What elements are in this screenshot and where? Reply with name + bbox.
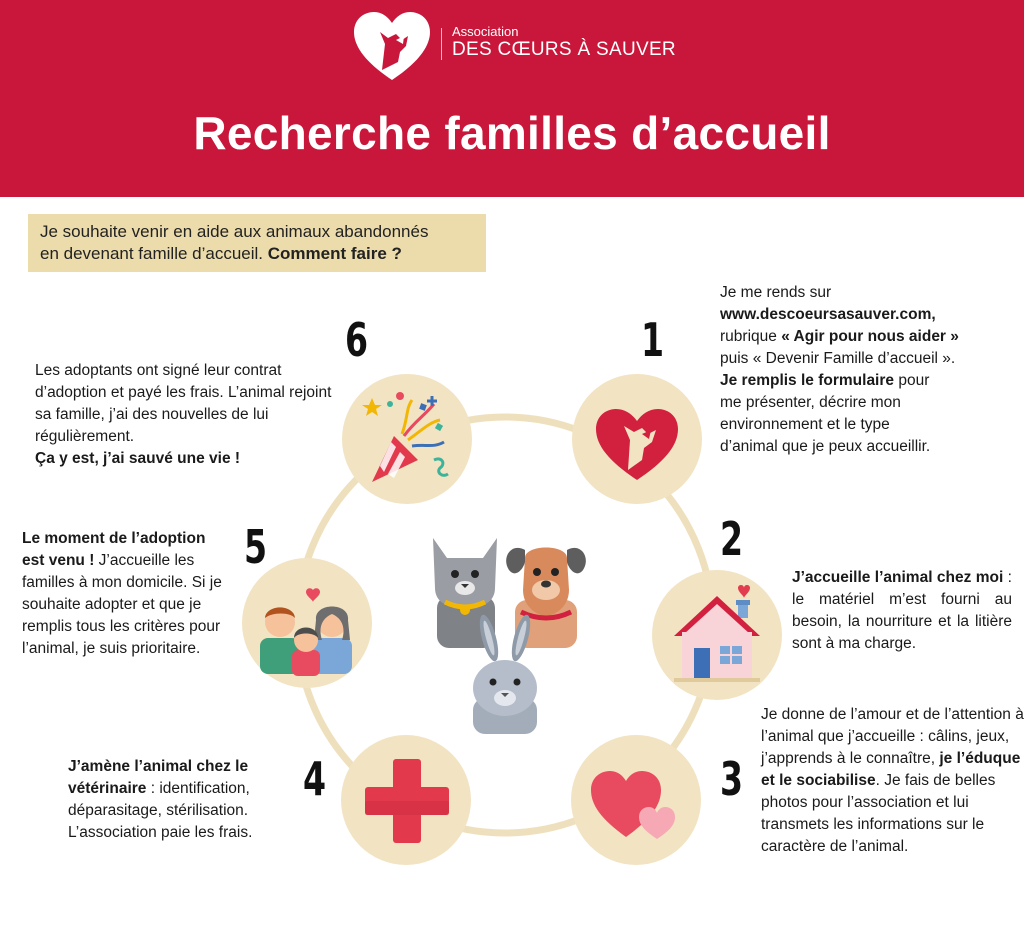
rabbit-icon bbox=[473, 613, 537, 734]
animals-illustration bbox=[425, 528, 600, 736]
heart-dog-logo-icon bbox=[572, 374, 702, 504]
step-2-text: J’accueille l’animal chez moi : le matériel m’est fourni au besoin, la nourriture et la litière sont à ma charge. bbox=[792, 569, 1012, 652]
hearts-icon bbox=[571, 735, 701, 865]
intro-line-2: en devenant famille d’accueil. bbox=[40, 244, 264, 263]
step-number-5: 5 bbox=[244, 520, 268, 574]
family-icon bbox=[242, 558, 372, 688]
step-4-circle bbox=[341, 735, 471, 865]
intro-question: Comment faire ? bbox=[267, 244, 402, 263]
step-5-text: Le moment de l’adoption est venu ! J’accueille les familles à mon domicile. Si je souhaite adopter et que je remplis tous les critères pour l’animal, je suis prioritaire. bbox=[22, 530, 222, 657]
house-icon bbox=[652, 570, 782, 700]
party-popper-icon bbox=[342, 374, 472, 504]
step-number-6: 6 bbox=[345, 313, 369, 367]
step-number-3: 3 bbox=[720, 752, 744, 806]
logo-name: DES CŒURS À SAUVER bbox=[452, 39, 676, 60]
step-1-text: Je me rends sur www.descoeursasauver.com, rubrique « Agir pour nous aider » puis « Devenir Famille d’accueil ». Je remplis le formulaire pour me présenter, décrire mon environnement et le type d’animal que je peux accueillir. bbox=[720, 284, 959, 455]
page-title: Recherche familles d’accueil bbox=[193, 107, 831, 159]
logo-association-label: Association bbox=[452, 24, 519, 39]
step-6-circle bbox=[342, 374, 472, 504]
step-1-circle bbox=[572, 374, 702, 504]
step-3-circle bbox=[571, 735, 701, 865]
step-number-2: 2 bbox=[720, 512, 744, 566]
step-4-text: J’amène l’animal chez le vétérinaire : identification, déparasitage, stérilisation. L’association paie les frais. bbox=[68, 758, 253, 841]
step-3-text: Je donne de l’amour et de l’attention à l’animal que j’accueille : câlins, jeux, j’apprends à le connaître, je l’éduque et le sociabilise. Je fais de belles photos pour l’association et lui transmets les informations sur le caractère de l’animal. bbox=[761, 706, 1024, 855]
step-2-circle bbox=[652, 570, 782, 700]
step-6-text: Les adoptants ont signé leur contrat d’adoption et payé les frais. L’animal rejoint sa famille, j’ai des nouvelles de lui régulièrement. Ça y est, j’ai sauvé une vie ! bbox=[35, 362, 332, 467]
intro-line-1: Je souhaite venir en aide aux animaux abandonnés bbox=[40, 222, 429, 241]
step-number-4: 4 bbox=[303, 752, 327, 806]
medical-cross-icon bbox=[341, 735, 471, 865]
step-number-1: 1 bbox=[641, 313, 665, 367]
step-5-circle bbox=[242, 558, 372, 688]
